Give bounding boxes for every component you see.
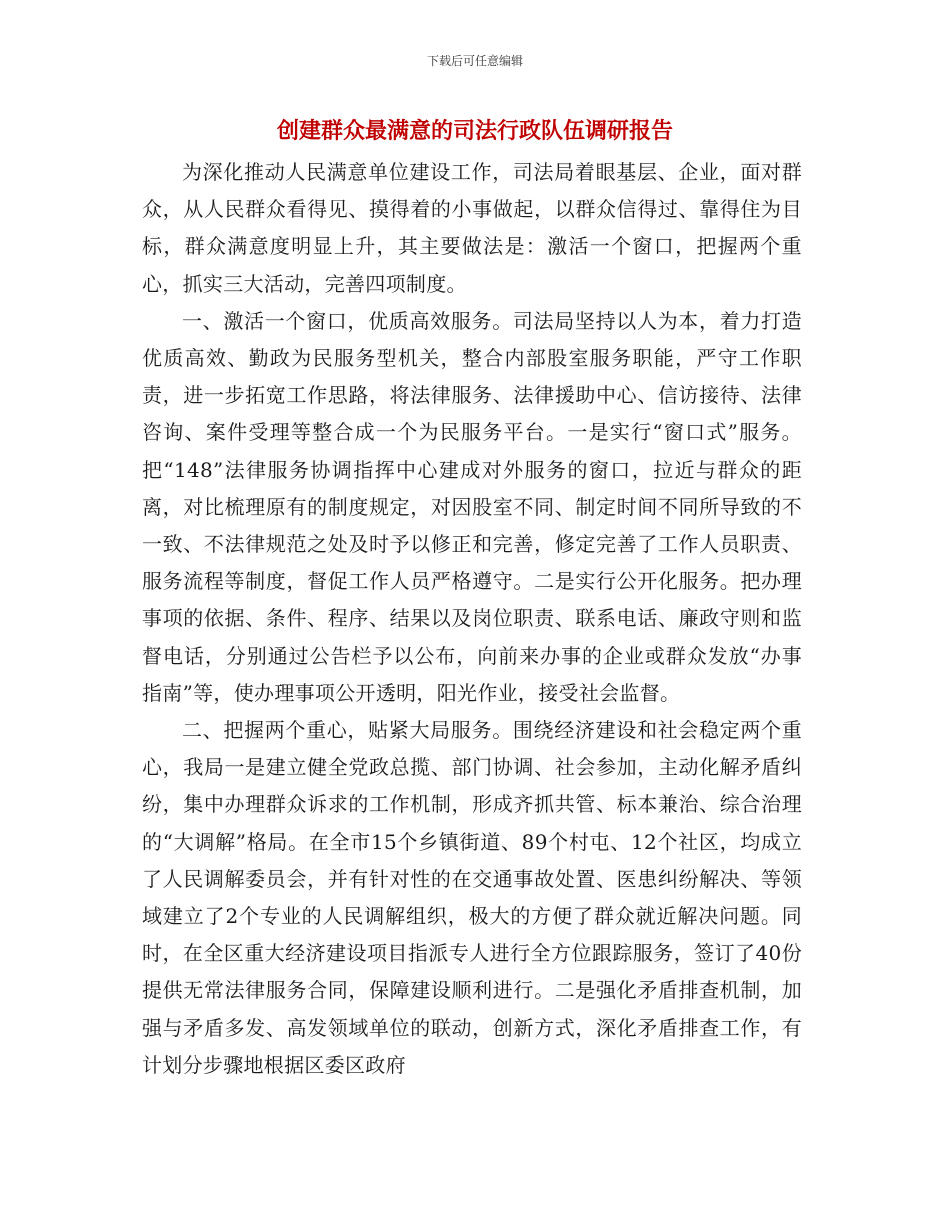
document-body [142, 154, 802, 1084]
paragraph-section-one: 一、激活一个窗口，优质高效服务。司法局坚持以人为本，着力打造优质高效、勤政为民服务型机关，整合内部股室服务职能，严守工作职责，进一步拓宽工作思路，将法律服务、法律援助中心、信访接待、法律咨询、案件受理等整合成一个为民服务平台。一是实行“窗口式”服务。把“148”法律服务协调指挥中心建成对外服务的窗口，拉近与群众的距离，对比梳理原有的制度规定，对因股室不同、制定时间不同所导致的不一致、不法律规范之处及时予以修正和完善，修定完善了工作人员职责、服务流程等制度，督促工作人员严格遵守。二是实行公开化服务。把办理事项的依据、条件、程序、结果以及岗位职责、联系电话、廉政守则和监督电话，分别通过公告栏予以公布，向前来办事的企业或群众发放“办事指南”等，使办理事项公开透明，阳光作业，接受社会监督。 [142, 308, 802, 705]
page-header: 下载后可任意编辑 [426, 54, 523, 68]
paragraph-intro: 为深化推动人民满意单位建设工作，司法局着眼基层、企业，面对群众，从人民群众看得见、摸得着的小事做起，以群众信得过、靠得住为目标，群众满意度明显上升，其主要做法是：激活一个窗口，把握两个重心，抓实三大活动，完善四项制度。 [142, 160, 802, 296]
document-title: 创建群众最满意的司法行政队伍调研报告 [276, 119, 673, 144]
paragraph-section-two: 二、把握两个重心，贴紧大局服务。围绕经济建设和社会稳定两个重心，我局一是建立健全党政总揽、部门协调、社会参加，主动化解矛盾纠纷，集中办理群众诉求的工作机制，形成齐抓共管、标本兼治、综合治理的“大调解”格局。在全市15个乡镇街道、89个村屯、12个社区，均成立了人民调解委员会，并有针对性的在交通事故处置、医患纠纷解决、等领域建立了2个专业的人民调解组织，极大的方便了群众就近解决问题。同时，在全区重大经济建设项目指派专人进行全方位跟踪服务，签订了40份提供无常法律服务合同，保障建设顺利进行。二是强化矛盾排查机制，加强与矛盾多发、高发领域单位的联动，创新方式，深化矛盾排查工作，有计划分步骤地根据区委区政府 [142, 718, 802, 1077]
